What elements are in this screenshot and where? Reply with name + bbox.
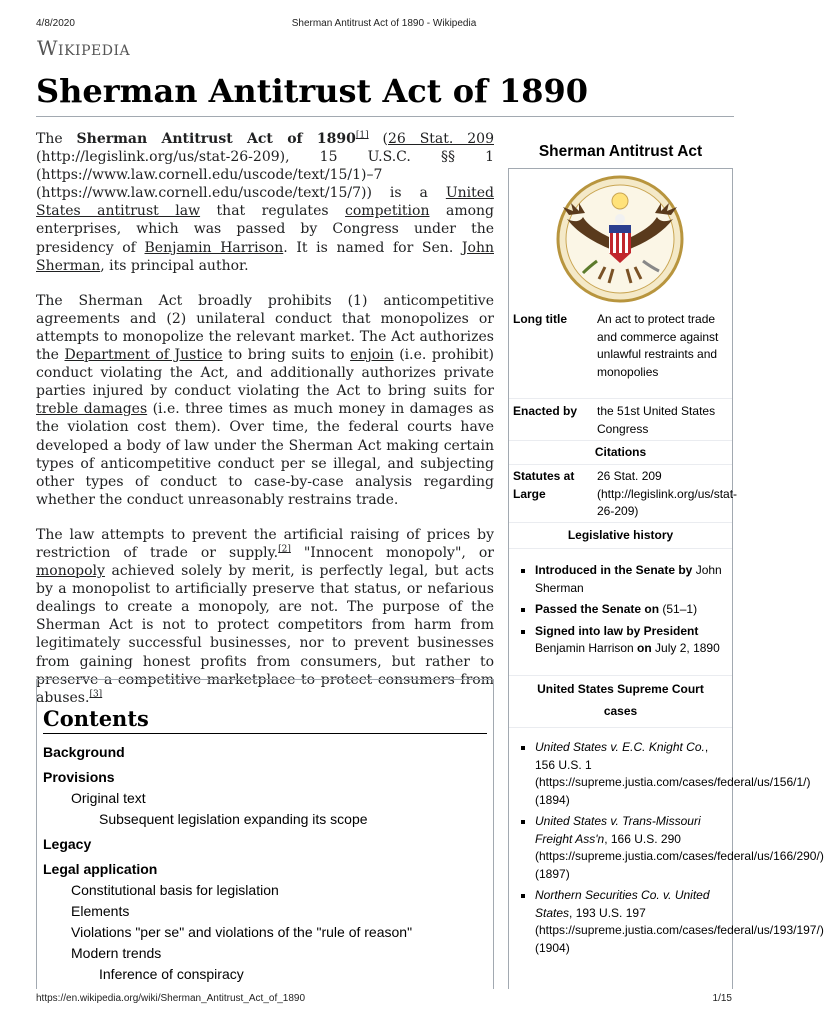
toc-item[interactable]: Elements: [71, 903, 130, 919]
toc-item[interactable]: Legacy: [43, 836, 92, 852]
harrison-link[interactable]: Benjamin Harrison: [144, 239, 284, 256]
great-seal-icon[interactable]: [509, 175, 732, 303]
case-name-link[interactable]: United States v. E.C. Knight Co.: [535, 740, 705, 754]
wikipedia-wordmark[interactable]: Wikipedia: [37, 36, 131, 60]
ref-link-1[interactable]: [1]: [355, 130, 369, 141]
case-name-link[interactable]: Northern Securities Co. v. United States: [535, 888, 710, 920]
enjoin-link[interactable]: enjoin: [350, 347, 394, 364]
page-number: 1/15: [712, 993, 732, 1004]
lead-paragraph-3: The law attempts to prevent the artificial raising of prices by restriction of trade or supply.[2] "Innocent monopoly", or monopoly achieved solely by merit, is perfectly legal, but acts by a monopolist to artificially preserve that status, or nefarious dealings to create a monopoly, are not. The purpose of the Sherman Act is not to protect competitors from harm from legitimately successful businesses, nor to prevent businesses from gaining honest profits from consumers, but rather to preserve a competitive marketplace to protect consumers from abuses.[3]: [36, 526, 494, 706]
infobox: [508, 168, 824, 989]
toc-item[interactable]: Legal application: [43, 861, 158, 877]
enacted-label: Enacted by: [513, 404, 578, 418]
legislative-history-list: [513, 562, 726, 662]
antitrust-law-link[interactable]: United States antitrust law: [36, 185, 494, 220]
print-title: Sherman Antitrust Act of 1890 - Wikipedia: [291, 18, 477, 29]
toc-item[interactable]: Background: [43, 744, 125, 760]
list-item: United States v. Trans-Missouri Freight Ass'n, 166 U.S. 290 (https://supreme.justia.com/cases/federal/us/166/290/) (1897): [513, 813, 726, 883]
divider: [509, 548, 732, 549]
divider: [509, 398, 732, 399]
competition-link[interactable]: competition: [345, 203, 430, 220]
ref-link-2[interactable]: [2]: [278, 544, 291, 555]
toc-item[interactable]: Constitutional basis for legislation: [71, 882, 279, 898]
divider: [509, 727, 732, 728]
divider: [509, 464, 732, 465]
list-item: Introduced in the Senate by John Sherman: [513, 562, 726, 597]
toc-item[interactable]: Violations "per se" and violations of the "rule of reason": [71, 924, 413, 940]
toc-item[interactable]: Inference of conspiracy: [99, 966, 244, 982]
table-of-contents: [36, 679, 494, 989]
page-title: Sherman Antitrust Act of 1890: [36, 72, 734, 117]
print-footer: [36, 993, 732, 1007]
article-body: [36, 130, 494, 724]
print-date: 4/8/2020: [36, 18, 75, 29]
list-item: Northern Securities Co. v. United States, 193 U.S. 197 (https://supreme.justia.com/cases/federal/us/193/197/) (1904): [513, 887, 726, 957]
toc-item[interactable]: Subsequent legislation expanding its scope: [99, 811, 368, 827]
toc-item[interactable]: Original text: [71, 790, 146, 806]
citations-header: Citations: [594, 445, 647, 459]
doj-link[interactable]: Department of Justice: [64, 347, 223, 364]
sherman-link[interactable]: John Sherman: [36, 239, 494, 274]
case-name-link[interactable]: United States v. Trans-Missouri Freight Ass'n: [535, 814, 701, 846]
enacted-value[interactable]: the 51st United States Congress: [597, 404, 716, 436]
statutes-label: Statutes at Large: [513, 469, 575, 501]
supreme-court-cases-list: [513, 739, 824, 961]
supreme-court-cases-header: United States Supreme Court cases: [537, 682, 704, 718]
print-url: https://en.wikipedia.org/wiki/Sherman_Antitrust_Act_of_1890: [36, 993, 306, 1004]
stat-link[interactable]: 26 Stat. 209: [388, 131, 494, 147]
legislative-history-header: Legislative history: [567, 528, 674, 542]
divider: [509, 522, 732, 523]
lead-paragraph-2: The Sherman Act broadly prohibits (1) anticompetitive agreements and (2) unilateral conduct that monopolizes or attempts to monopolize the relevant market. The Act authorizes the Department of Justice to bring suits to enjoin (i.e. prohibit) conduct violating the Act, and additionally authorizes private parties injured by conduct violating the Act to bring suits for treble damages (i.e. three times as much money in damages as the violation cost them). Over time, the federal courts have developed a body of law under the Sherman Act making certain types of anticompetitive conduct per se illegal, and subjecting other types of conduct to case-by-case analysis regarding whether the conduct unreasonably restrains trade.: [36, 292, 494, 508]
infobox-caption: Sherman Antitrust Act: [538, 143, 703, 160]
toc-item[interactable]: Provisions: [43, 769, 115, 785]
list-item: Signed into law by President Benjamin Harrison on July 2, 1890: [513, 623, 726, 658]
article-subject: Sherman Antitrust Act of 1890: [76, 131, 356, 147]
ref-link-3[interactable]: [3]: [89, 689, 103, 700]
toc-title: Contents: [43, 706, 487, 734]
long-title-label: Long title: [513, 312, 567, 326]
monopoly-link[interactable]: monopoly: [36, 563, 105, 580]
list-item: Passed the Senate on (51–1): [513, 601, 726, 619]
treble-damages-link[interactable]: treble damages: [36, 401, 148, 418]
print-header: [36, 18, 732, 32]
lead-paragraph-1: The Sherman Antitrust Act of 1890[1] (26 Stat. 209 (http://legislink.org/us/stat-26-209), 15 U.S.C. §§ 1 (https://www.law.cornell.edu/uscode/text/15/1)–7 (https://www.law.cornell.edu/uscode/text/15/7)) is a United States antitrust law that regulates competition among enterprises, which was passed by Congress under the presidency of Benjamin Harrison. It is named for Sen. John Sherman, its principal author.: [36, 130, 495, 274]
divider: [509, 675, 732, 676]
long-title-value: An act to protect trade and commerce against unlawful restraints and monopolies: [597, 312, 719, 379]
toc-item[interactable]: Modern trends: [71, 945, 162, 961]
list-item: United States v. E.C. Knight Co., 156 U.S. 1 (https://supreme.justia.com/cases/federal/us/156/1/) (1894): [513, 739, 726, 809]
statutes-value[interactable]: 26 Stat. 209 (http://legislink.org/us/stat-26-209): [597, 469, 738, 518]
